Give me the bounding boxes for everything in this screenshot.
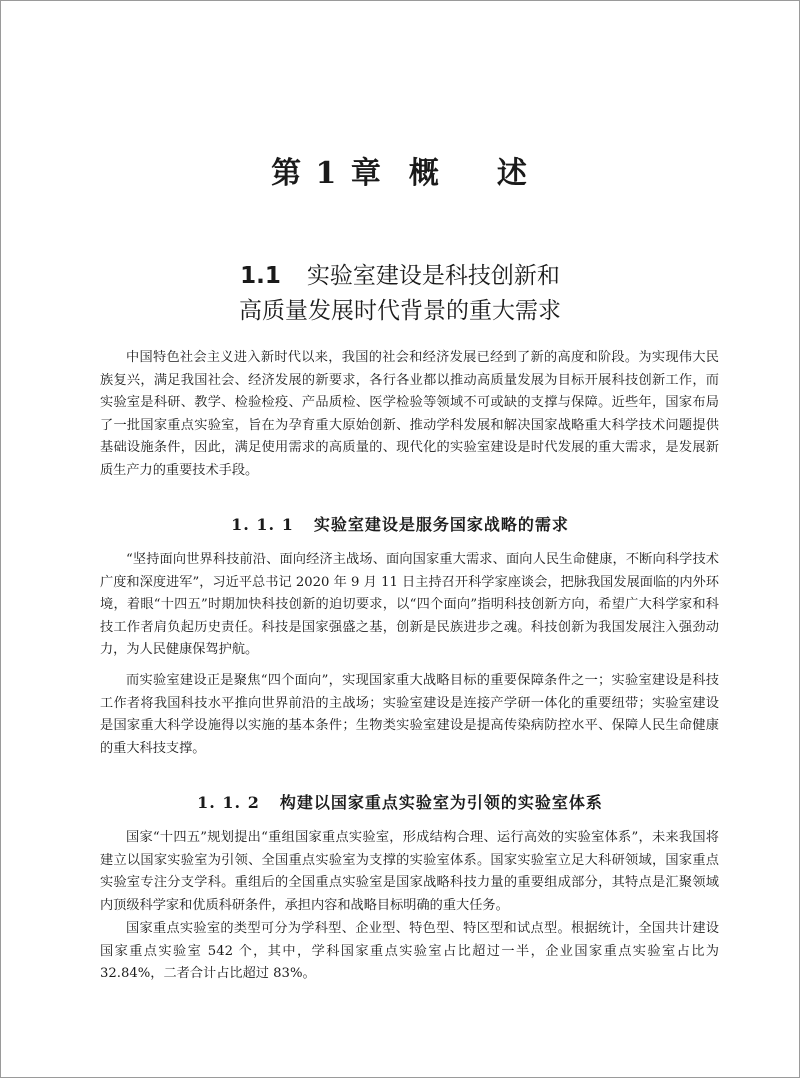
subsection-number: 1. 1. 1 xyxy=(231,515,294,534)
section-heading-line-2 xyxy=(0,293,800,329)
section-title-line-2: 高质量发展时代背景的重大需求 xyxy=(239,298,561,324)
subsection-title: 实验室建设是服务国家战略的需求 xyxy=(313,515,569,534)
paragraph-1-1-2-a: 国家“十四五”规划提出“重组国家重点实验室，形成结构合理、运行高效的实验室体系”，未来我国将建立以国家实验室为引领、全国重点实验室为支撑的实验室体系。国家实验室立足大科研领域，国家重点实验室专注分支学科。重组后的全国重点实验室是国家战略科技力量的重要组成部分，其特点是汇聚领域内顶级科学家和优质科研条件，承担内容和战略目标明确的重大任务。 xyxy=(100,830,719,913)
paragraph-1-1-1-b: 而实验室建设正是聚焦“四个面向”，实现国家重大战略目标的重要保障条件之一；实验室建设是科技工作者将我国科技水平推向世界前沿的主战场；实验室建设是连接产学研一体化的重要纽带；实验室建设是国家重大科学设施得以实施的基本条件；生物类实验室建设是提高传染病防控水平、保障人民生命健康的重大科技支撑。 xyxy=(100,673,719,756)
chapter-title-char-1: 概 xyxy=(408,156,441,191)
paragraph-1-1-2-b: 国家重点实验室的类型可分为学科型、企业型、特色型、特区型和试点型。根据统计，全国共计建设国家重点实验室 542 个，其中，学科国家重点实验室占比超过一半，企业国家重点实验室占比为 32.84%，二者合计占比超过 83%。 xyxy=(100,921,719,982)
chapter-title-char-2: 述 xyxy=(496,156,529,191)
subsection-heading-1-1-2 xyxy=(0,790,800,813)
paragraph-1-1-1-a: “坚持面向世界科技前沿、面向经济主战场、面向国家重大需求、面向人民生命健康，不断向科学技术广度和深度进军”，习近平总书记 2020 年 9 月 11 日主持召开科学家座谈会，把脉我国发展面临的内外环境，着眼“十四五”时期加快科技创新的迫切要求，以“四个面向”指明科技创新方向，希望广大科学家和科技工作者肩负起历史责任。科技是国家强盛之基，创新是民族进步之魂。科技创新为我国发展注入强劲动力，为人民健康保驾护航。 xyxy=(100,552,719,658)
chapter-heading xyxy=(0,148,800,192)
section-title-line-1: 实验室建设是科技创新和 xyxy=(306,263,560,289)
subsection-heading-1-1-1 xyxy=(0,512,800,535)
section-heading-line-1 xyxy=(0,258,800,294)
subsection-title: 构建以国家重点实验室为引领的实验室体系 xyxy=(279,793,603,812)
subsection-number: 1. 1. 2 xyxy=(197,793,260,812)
section-number: 1.1 xyxy=(240,263,281,289)
paragraph-intro: 中国特色社会主义进入新时代以来，我国的社会和经济发展已经到了新的高度和阶段。为实现伟大民族复兴，满足我国社会、经济发展的新要求，各行各业都以推动高质量发展为目标开展科技创新工作，而实验室是科研、教学、检验检疫、产品质检、医学检验等领域不可或缺的支撑与保障。近些年，国家布局了一批国家重点实验室，旨在为孕育重大原始创新、推动学科发展和解决国家战略重大科学技术问题提供基础设施条件，因此，满足使用需求的高质量的、现代化的实验室建设是时代发展的重大需求，是发展新质生产力的重要技术手段。 xyxy=(100,350,719,478)
chapter-number: 第 1 章 xyxy=(271,156,383,191)
